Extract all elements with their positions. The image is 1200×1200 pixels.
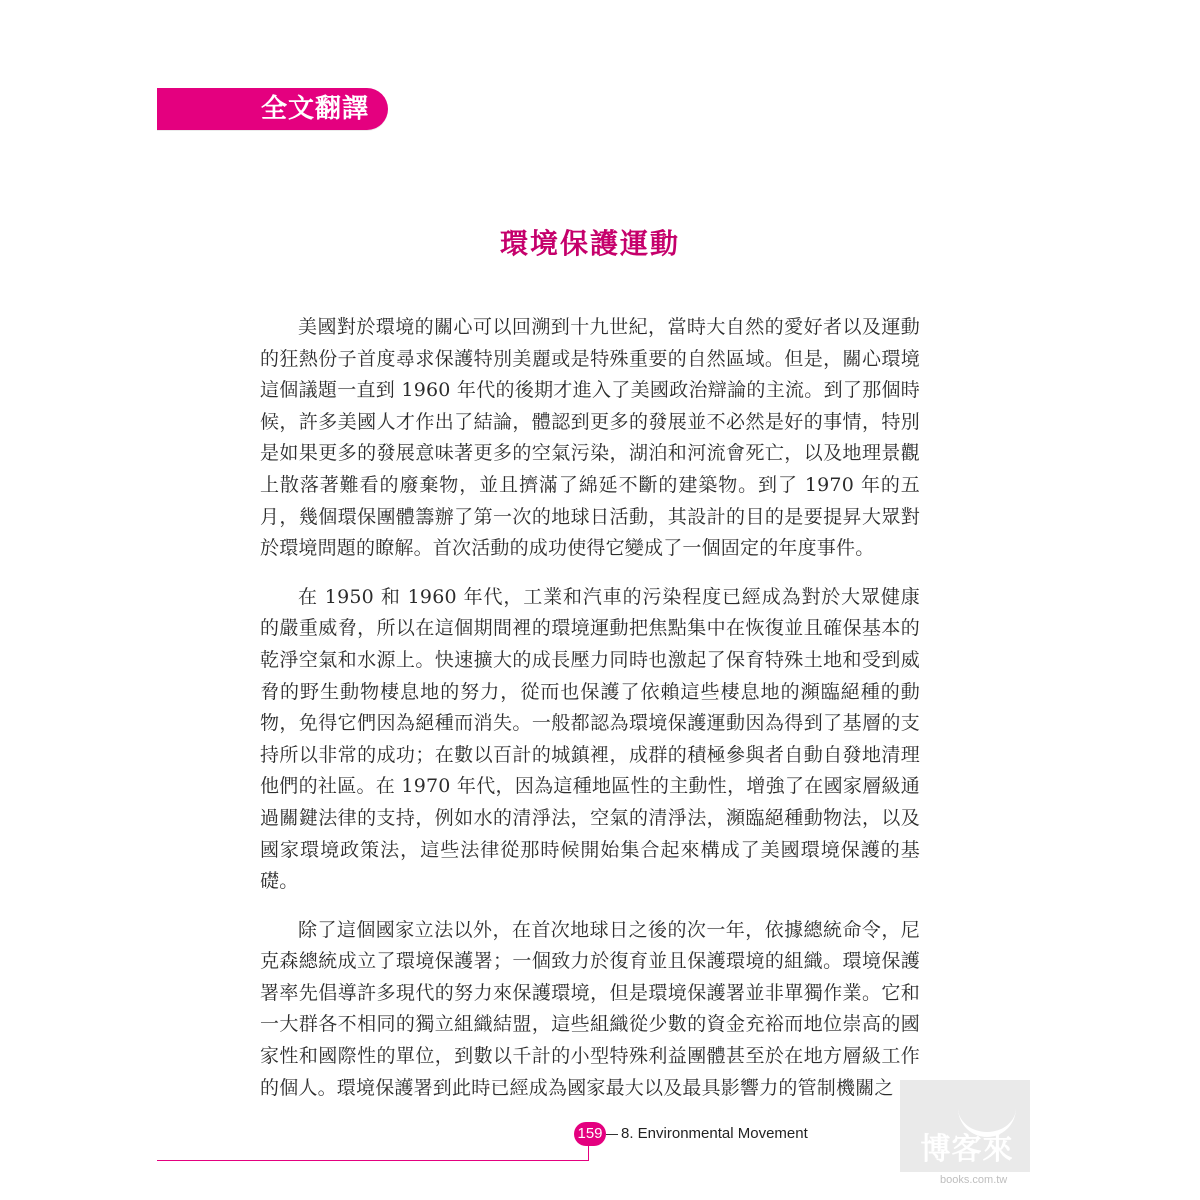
page-number-dash (606, 1134, 618, 1135)
page-number-badge: 159 (574, 1122, 606, 1146)
paragraph-2: 在 1950 和 1960 年代，工業和汽車的污染程度已經成為對於大眾健康的嚴重威脅，所以在這個期間裡的環境運動把焦點集中在恢復並且確保基本的乾淨空氣和水源上。快速擴大的成長壓力同時也激起了保育特殊土地和受到威脅的野生動物棲息地的努力，從而也保護了依賴這些棲息地的瀕臨絕種的動物，免得它們因為絕種而消失。一般都認為環境保護運動因為得到了基層的支持所以非常的成功；在數以百計的城鎮裡，成群的積極參與者自動自發地清理他們的社區。在 1970 年代，因為這種地區性的主動性，增強了在國家層級通過關鍵法律的支持，例如水的清淨法，空氣的清淨法，瀕臨絕種動物法，以及國家環境政策法，這些法律從那時候開始集合起來構成了美國環境保護的基礎。 (260, 585, 920, 893)
watermark-domain: books.com.tw (940, 1174, 1008, 1186)
article-title: 環境保護運動 (499, 227, 680, 260)
watermark-logo-icon (900, 1080, 1030, 1172)
footer-rule (157, 1160, 589, 1161)
watermark (900, 1080, 1030, 1190)
body-text (260, 312, 920, 1121)
paragraph-1: 美國對於環境的關心可以回溯到十九世紀，當時大自然的愛好者以及運動的狂熱份子首度尋求保護特別美麗或是特殊重要的自然區域。但是，關心環境這個議題一直到 1960 年代的後期才進入了美國政治辯論的主流。到了那個時候，許多美國人才作出了結論，體認到更多的發展並不必然是好的事情，特別是如果更多的發展意味著更多的空氣污染，湖泊和河流會死亡，以及地理景觀上散落著難看的廢棄物，並且擠滿了綿延不斷的建築物。到了 1970 年的五月，幾個環保團體籌辦了第一次的地球日活動，其設計的目的是要提昇大眾對於環境問題的瞭解。首次活動的成功使得它變成了一個固定的年度事件。 (260, 316, 920, 560)
paragraph-3: 除了這個國家立法以外，在首次地球日之後的次一年，依據總統命令，尼克森總統成立了環境保護署；一個致力於復育並且保護環境的組織。環境保護署率先倡導許多現代的努力來保護環境，但是環境保護署並非單獨作業。它和一大群各不相同的獨立組織結盟，這些組織從少數的資金充裕而地位崇高的國家性和國際性的單位，到數以千計的小型特殊利益團體甚至於在地方層級工作的個人。環境保護署到此時已經成為國家最大以及最具影響力的管制機關之 (260, 918, 920, 1099)
section-tab (157, 88, 388, 130)
running-head: 8. Environmental Movement (621, 1125, 808, 1142)
section-tab-label: 全文翻譯 (261, 94, 370, 124)
footer-connector (588, 1144, 589, 1161)
watermark-brand: 博客來 (920, 1132, 1014, 1167)
